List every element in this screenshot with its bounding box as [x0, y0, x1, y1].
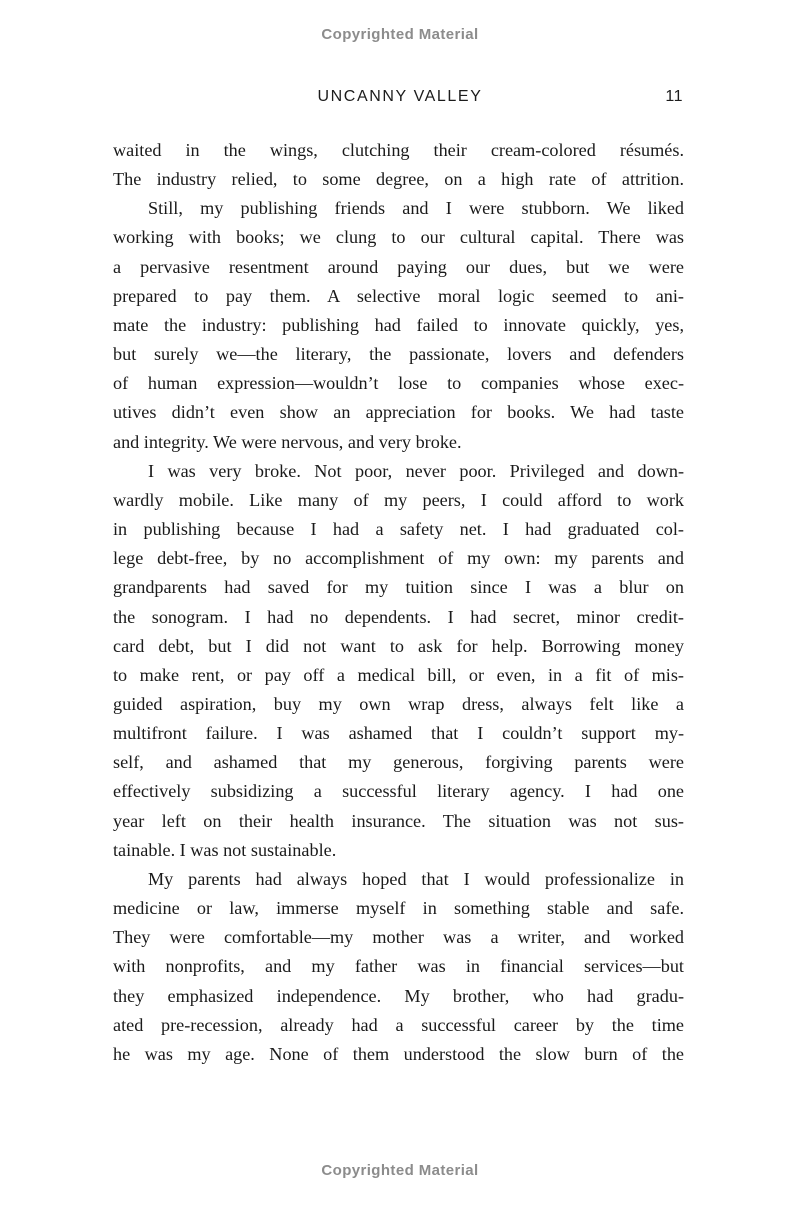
text-line: they emphasized independence. My brother, who had gradu-	[113, 985, 684, 1006]
text-line: he was my age. None of them understood the slow burn of the	[113, 1043, 684, 1064]
text-line: ated pre-recession, already had a successful career by the time	[113, 1014, 684, 1035]
text-line: in publishing because I had a safety net. I had graduated col-	[113, 519, 684, 540]
text-line: and integrity. We were nervous, and very broke.	[113, 431, 462, 452]
page-header	[0, 88, 800, 110]
text-line: wardly mobile. Like many of my peers, I could afford to work	[113, 489, 684, 510]
text-line: They were comfortable—my mother was a writer, and worked	[113, 927, 684, 948]
text-line: lege debt-free, by no accomplishment of my own: my parents and	[113, 548, 684, 569]
text-line: effectively subsidizing a successful literary agency. I had one	[113, 781, 684, 802]
copyright-notice-bottom: Copyrighted Material	[321, 1162, 479, 1179]
text-line: the sonogram. I had no dependents. I had secret, minor credit-	[113, 606, 684, 627]
text-line: working with books; we clung to our cultural capital. There was	[113, 227, 684, 248]
text-line: card debt, but I did not want to ask for help. Borrowing money	[113, 635, 684, 656]
text-line: to make rent, or pay off a medical bill, or even, in a fit of mis-	[113, 664, 684, 685]
body-text	[113, 136, 684, 1069]
running-title: UNCANNY VALLEY	[317, 88, 483, 105]
text-line: I was very broke. Not poor, never poor. Privileged and down-	[148, 460, 684, 481]
text-line: mate the industry: publishing had failed to innovate quickly, yes,	[113, 314, 684, 335]
copyright-notice-top: Copyrighted Material	[321, 26, 479, 43]
text-line: prepared to pay them. A selective moral logic seemed to ani-	[113, 285, 684, 306]
text-line: grandparents had saved for my tuition since I was a blur on	[113, 577, 684, 598]
text-line: My parents had always hoped that I would professionalize in	[148, 868, 684, 889]
text-line: but surely we—the literary, the passionate, lovers and defenders	[113, 344, 684, 365]
text-line: utives didn’t even show an appreciation for books. We had taste	[113, 402, 684, 423]
text-line: with nonprofits, and my father was in financial services—but	[113, 956, 684, 977]
text-line: tainable. I was not sustainable.	[113, 839, 337, 860]
text-line: The industry relied, to some degree, on a high rate of attrition.	[113, 169, 684, 190]
text-line: of human expression—wouldn’t lose to companies whose exec-	[113, 373, 684, 394]
text-line: self, and ashamed that my generous, forgiving parents were	[113, 752, 684, 773]
text-line: waited in the wings, clutching their cream-colored résumés.	[113, 140, 684, 160]
text-line: Still, my publishing friends and I were stubborn. We liked	[148, 198, 684, 219]
text-line: multifront failure. I was ashamed that I couldn’t support my-	[113, 723, 684, 744]
page-number: 11	[665, 88, 683, 105]
text-line: year left on their health insurance. The situation was not sus-	[113, 810, 684, 831]
text-line: guided aspiration, buy my own wrap dress, always felt like a	[113, 693, 684, 714]
text-line: medicine or law, immerse myself in something stable and safe.	[113, 898, 684, 919]
text-line: a pervasive resentment around paying our dues, but we were	[113, 256, 684, 277]
